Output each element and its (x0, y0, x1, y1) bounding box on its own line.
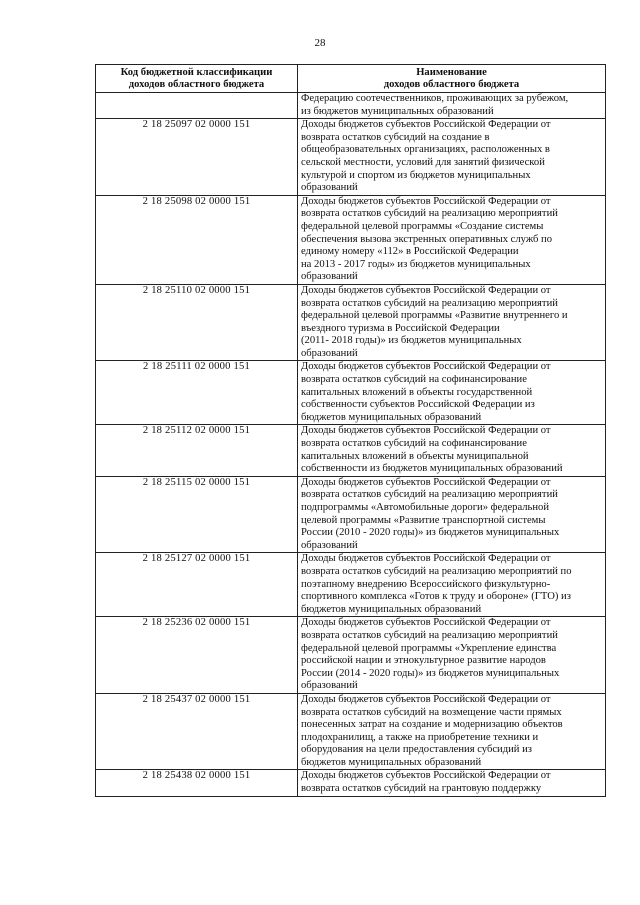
income-name-line: подпрограммы «Автомобильные дороги» федеральной (301, 502, 550, 513)
income-name-line: возврата остатков субсидий на реализацию мероприятий по (301, 565, 572, 577)
income-name-cell (298, 553, 606, 617)
name-column-header (298, 65, 606, 93)
income-name-line: Доходы бюджетов субъектов Российской Федерации от (301, 617, 551, 629)
income-name-line: возврата остатков субсидий на реализацию мероприятий (301, 629, 558, 641)
income-name-line: въездного туризма в Российской Федерации (301, 322, 500, 334)
budget-code-cell: 2 18 25112 02 0000 151 (96, 425, 298, 476)
table-row (96, 195, 606, 284)
income-name-line: целевой программы «Развитие транспортной системы (301, 514, 546, 526)
income-name-line: Доходы бюджетов субъектов Российской Федерации от (301, 361, 551, 373)
income-name-line: на 2013 - 2017 годы» из бюджетов муниципальных (301, 258, 531, 270)
income-name-line: Доходы бюджетов субъектов Российской Федерации от (301, 195, 551, 207)
income-name-line: образований (301, 680, 358, 692)
income-name-line: бюджетов муниципальных образований (301, 756, 482, 768)
income-name-line: Доходы бюджетов субъектов Российской Федерации от (301, 284, 551, 296)
income-name-line: возврата остатков субсидий на реализацию мероприятий (301, 489, 558, 501)
income-name-line: образований (301, 347, 358, 359)
income-name-line: образований (301, 271, 358, 283)
income-name-line: капитальных вложений в объекты муниципальной (301, 450, 529, 462)
table-row (96, 770, 606, 796)
income-name-line: капитальных вложений в объекты государственной (301, 386, 533, 398)
income-name-line: возврата остатков субсидий на софинансирование (301, 374, 527, 386)
income-name-line: понесенных затрат на создание и модернизацию объектов (301, 719, 563, 731)
income-name-line: Доходы бюджетов субъектов Российской Федерации от (301, 425, 551, 437)
income-name-line: возврата остатков субсидий на создание в (301, 131, 490, 143)
income-name-line: Доходы бюджетов субъектов Российской Федерации от (301, 119, 551, 131)
budget-code-cell: 2 18 25115 02 0000 151 (96, 476, 298, 553)
income-name-line: федеральной целевой программы «Развитие внутреннего и (301, 310, 568, 322)
income-name-line: сельской местности, условий для занятий физической (301, 156, 545, 168)
table-row (96, 119, 606, 196)
table-row (96, 425, 606, 476)
income-name-cell (298, 284, 606, 361)
income-name-line: России (2014 - 2020 годы)» из бюджетов муниципальных (301, 667, 560, 679)
budget-code-cell: 2 18 25097 02 0000 151 (96, 119, 298, 196)
table-row (96, 93, 606, 119)
table-row (96, 284, 606, 361)
income-name-cell (298, 693, 606, 770)
income-name-line: федеральной целевой программы «Создание системы (301, 220, 544, 232)
income-name-line: образований (301, 539, 358, 551)
income-name-line: бюджетов муниципальных образований (301, 411, 482, 423)
code-column-header (96, 65, 298, 93)
page-number: 28 (314, 37, 326, 49)
table-row (96, 693, 606, 770)
income-name-line: российской нации и этнокультурное развитие народов (301, 655, 546, 667)
income-name-cell (298, 425, 606, 476)
income-name-line: возврата остатков субсидий на софинансирование (301, 438, 527, 450)
income-name-line: возврата остатков субсидий на реализацию мероприятий (301, 208, 558, 220)
income-name-line: Федерацию соотечественников, проживающих за рубежом, (301, 93, 569, 104)
budget-code-cell: 2 18 25110 02 0000 151 (96, 284, 298, 361)
budget-classification-table (95, 64, 606, 797)
income-name-line: поэтапному внедрению Всероссийского физкультурно- (301, 578, 551, 590)
income-name-line: собственности субъектов Российской Федерации из (301, 399, 535, 411)
budget-code-cell: 2 18 25098 02 0000 151 (96, 195, 298, 284)
budget-code-cell: 2 18 25438 02 0000 151 (96, 770, 298, 796)
header-line: доходов областного бюджета (383, 79, 520, 90)
income-name-cell (298, 770, 606, 796)
budget-code-cell (96, 93, 298, 119)
income-name-line: общеобразовательных организациях, расположенных в (301, 144, 550, 156)
budget-code-cell: 2 18 25236 02 0000 151 (96, 617, 298, 694)
budget-code-cell: 2 18 25111 02 0000 151 (96, 361, 298, 425)
income-name-line: бюджетов муниципальных образований (301, 603, 482, 615)
income-name-line: собственности из бюджетов муниципальных образований (301, 463, 563, 475)
income-name-line: Доходы бюджетов субъектов Российской Федерации от (301, 770, 551, 782)
income-name-line: из бюджетов муниципальных образований (301, 105, 494, 117)
budget-code-cell: 2 18 25437 02 0000 151 (96, 693, 298, 770)
table-body (96, 93, 606, 797)
income-name-line: возврата остатков субсидий на реализацию мероприятий (301, 297, 558, 309)
budget-code-cell: 2 18 25127 02 0000 151 (96, 553, 298, 617)
income-name-cell (298, 119, 606, 196)
income-name-cell (298, 93, 606, 119)
income-name-cell (298, 361, 606, 425)
table-header-row (96, 65, 606, 93)
table-row (96, 361, 606, 425)
income-name-line: плодохранилищ, а также на приобретение техники и (301, 731, 539, 743)
income-name-cell (298, 476, 606, 553)
income-name-line: (2011- 2018 годы)» из бюджетов муниципальных (301, 335, 522, 347)
table-row (96, 617, 606, 694)
income-name-cell (298, 195, 606, 284)
table-row (96, 476, 606, 553)
income-name-line: образований (301, 182, 358, 194)
header-line: Код бюджетной классификации (120, 67, 273, 78)
income-name-line: обеспечения вызова экстренных оперативных служб по (301, 233, 553, 245)
income-name-line: возврата остатков субсидий на возмещение части прямых (301, 706, 562, 718)
income-name-line: культурой и спортом из бюджетов муниципальных (301, 169, 531, 181)
income-name-line: Доходы бюджетов субъектов Российской Федерации от (301, 693, 551, 705)
header-line: доходов областного бюджета (128, 79, 265, 90)
income-name-line: Доходы бюджетов субъектов Российской Федерации от (301, 553, 551, 565)
income-name-cell (298, 617, 606, 694)
income-name-line: единому номеру «112» в Российской Федерации (301, 246, 519, 258)
income-name-line: федеральной целевой программы «Укрепление единства (301, 642, 557, 654)
header-line: Наименование (416, 67, 487, 78)
income-name-line: возврата остатков субсидий на грантовую поддержку (301, 783, 542, 795)
income-name-line: Доходы бюджетов субъектов Российской Федерации от (301, 476, 551, 488)
income-name-line: оборудования на цели предоставления субсидий из (301, 744, 532, 756)
income-name-line: России (2010 - 2020 годы)» из бюджетов муниципальных (301, 527, 560, 539)
table-row (96, 553, 606, 617)
income-name-line: спортивного комплекса «Готов к труду и обороне» (ГТО) из (301, 591, 571, 603)
